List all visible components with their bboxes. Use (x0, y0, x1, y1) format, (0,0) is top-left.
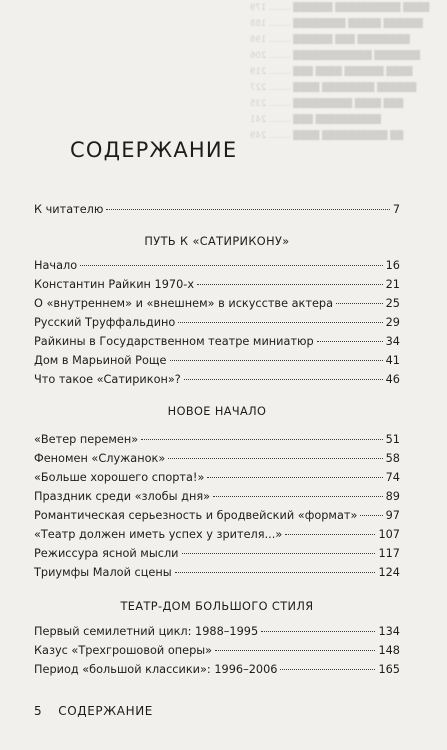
toc-entry-page: 124 (378, 566, 400, 579)
toc-entry-title: «Больше хорошего спорта!» (34, 471, 205, 484)
dot-leader (168, 458, 382, 459)
toc-entry-title: Райкины в Государственном театре миниатюр (34, 335, 314, 348)
dot-leader (213, 496, 383, 497)
toc-entry-title: Начало (34, 259, 78, 272)
toc-entry-title: Период «большой классики»: 1996–2006 (34, 663, 278, 676)
toc-entry-title: «Театр должен иметь успех у зрителя...» (34, 528, 283, 541)
toc-entry-page: 29 (385, 316, 400, 329)
toc-entry-page: 21 (385, 278, 400, 291)
show-through-text: ████ ██████████ ██████ ........ 179 ██████ █████ ████████ ........ 188 ████████ ███ ██████ ........ 198 ███████ ████████████ ........ 206 ████ ██████ ████ ███ ........ 219 ██████ ████████ ████ ........ 227 ███ ████ █████████ ........ 235 ██████████ ███ ........ 241 ██ ██████████ ████ ........ 249 (250, 3, 430, 141)
toc-entry-title: Праздник среди «злобы дня» (34, 490, 211, 503)
dot-leader (178, 322, 382, 323)
toc-entry (34, 661, 400, 679)
page-title: СОДЕРЖАНИЕ (70, 138, 238, 162)
section-title-2: НОВОЕ НАЧАЛО (167, 405, 267, 418)
toc-entry-page: 46 (385, 373, 400, 386)
toc-entry (34, 623, 400, 641)
dot-leader (280, 669, 375, 670)
running-head: СОДЕРЖАНИЕ (58, 704, 153, 718)
toc-entry-title: Феномен «Служанок» (34, 452, 166, 465)
dot-leader (175, 572, 376, 573)
toc-entry (34, 507, 400, 525)
dot-leader (141, 439, 382, 440)
toc-entry (34, 545, 400, 563)
toc-entry-title: К читателю (34, 203, 104, 216)
toc-entry-page: 134 (378, 625, 400, 638)
toc-entry (34, 450, 400, 468)
dot-leader (261, 631, 375, 632)
toc-entry-title: Что такое «Сатирикон»? (34, 373, 181, 386)
toc-entry (34, 314, 400, 332)
dot-leader (215, 650, 375, 651)
toc-entry-page: 165 (378, 663, 400, 676)
dot-leader (336, 303, 383, 304)
toc-entry-title: Триумфы Малой сцены (34, 566, 172, 579)
toc-entry-title: Первый семилетний цикл: 1988–1995 (34, 625, 259, 638)
dot-leader (106, 209, 389, 210)
toc-entry-page: 74 (385, 471, 400, 484)
toc-entry-intro (34, 201, 400, 219)
toc-entry (34, 333, 400, 351)
toc-entry (34, 564, 400, 582)
toc-entry-page: 25 (385, 297, 400, 310)
dot-leader (184, 379, 383, 380)
page-number: 5 (34, 704, 43, 718)
toc-entry (34, 352, 400, 370)
toc-entry-page: 7 (392, 203, 400, 216)
toc-entry-page: 89 (385, 490, 400, 503)
dot-leader (360, 515, 382, 516)
dot-leader (317, 341, 383, 342)
toc-entry-title: Русский Труффальдино (34, 316, 176, 329)
toc-entry-page: 148 (378, 644, 400, 657)
toc-entry-page: 58 (385, 452, 400, 465)
dot-leader (182, 553, 376, 554)
toc-entry (34, 488, 400, 506)
toc-entry-page: 41 (385, 354, 400, 367)
dot-leader (197, 284, 383, 285)
dot-leader (207, 477, 382, 478)
toc-entry (34, 276, 400, 294)
dot-leader (170, 360, 383, 361)
toc-entry-title: О «внутреннем» и «внешнем» в искусстве актера (34, 297, 333, 310)
dot-leader (80, 265, 382, 266)
toc-entry-title: Режиссура ясной мысли (34, 547, 179, 560)
toc-entry (34, 371, 400, 389)
toc-entry-page: 34 (385, 335, 400, 348)
toc-entry (34, 642, 400, 660)
dot-leader (285, 534, 375, 535)
toc-entry (34, 257, 400, 275)
toc-entry-title: Казус «Трехгрошовой оперы» (34, 644, 213, 657)
page-footer (34, 704, 169, 718)
toc-entry-page: 117 (378, 547, 400, 560)
toc-entry (34, 469, 400, 487)
toc-entry-page: 16 (385, 259, 400, 272)
toc-entry-page: 107 (378, 528, 400, 541)
toc-entry-title: «Ветер перемен» (34, 433, 139, 446)
section-title-1: ПУТЬ К «САТИРИКОНУ» (144, 235, 290, 248)
toc-entry-title: Константин Райкин 1970-х (34, 278, 195, 291)
toc-entry-page: 51 (385, 433, 400, 446)
toc-entry-page: 97 (385, 509, 400, 522)
toc-entry (34, 431, 400, 449)
section-title-3: ТЕАТР-ДОМ БОЛЬШОГО СТИЛЯ (120, 600, 314, 613)
toc-entry-title: Романтическая серьезность и бродвейский «формат» (34, 509, 358, 522)
toc-entry (34, 295, 400, 313)
toc-entry-title: Дом в Марьиной Роще (34, 354, 167, 367)
toc-entry (34, 526, 400, 544)
